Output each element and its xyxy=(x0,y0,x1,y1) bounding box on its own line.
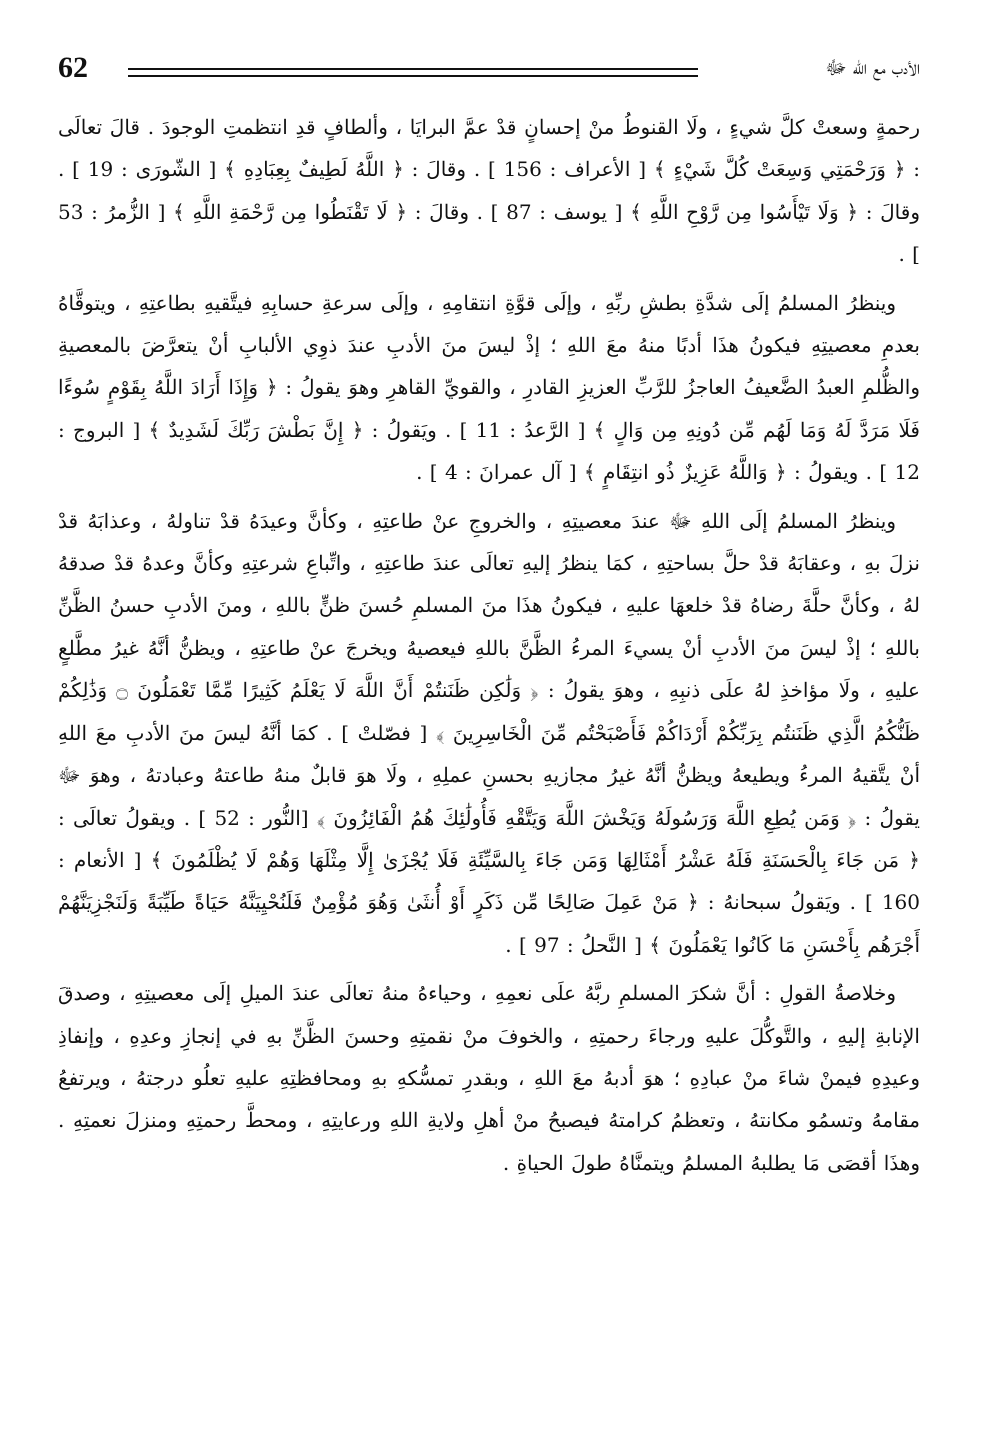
paragraph: وينظرُ المسلمُ إلَى اللهِ ﷻ عندَ معصيتِهِ ، والخروجِ عنْ طاعتِهِ ، وكأنَّ وعيدَهُ قدْ تناولهُ ، وعذابَهُ قدْ نزلَ بهِ ، وعقابَهُ قدْ حلَّ بساحتِهِ ، كمَا ينظرُ إليهِ تعالَى عندَ طاعتِهِ ، واتِّباعِ شرعتِهِ وكأنَّ وعدهُ قدْ صدقهُ لهُ ، وكأنَّ حلَّةَ رضاهُ قدْ خلعهَا عليهِ ، فيكونُ هذَا منَ المسلمِ حُسنَ ظنٍّ باللهِ ، ومنَ الأدبِ حسنُ الظَّنِّ باللهِ ؛ إذْ ليسَ منَ الأدبِ أنْ يسيءَ المرءُ الظَّنَّ باللهِ فيعصيهُ ويخرجَ عنْ طاعتِهِ ، ويظنُّ أنَّهُ غيرُ مطَّلعٍ عليهِ ، ولَا مؤاخذِ لهُ علَى ذنبِهِ ، وهوَ يقولُ : ﴿ وَلَٰكِن ظَنَنتُمْ أَنَّ اللَّهَ لَا يَعْلَمُ كَثِيرًا مِّمَّا تَعْمَلُونَ ۝ وَذَٰلِكُمْ ظَنُّكُمُ الَّذِي ظَنَنتُم بِرَبِّكُمْ أَرْدَاكُمْ فَأَصْبَحْتُم مِّنَ الْخَاسِرِينَ ﴾ [ فصّلتْ ] . كمَا أنَّهُ ليسَ منَ الأدبِ معَ اللهِ أنْ يتَّقيهُ المرءُ ويطيعهُ ويظنُّ أنَّهُ غيرُ مجازيهِ بحسنِ عملِهِ ، ولَا هوَ قابلٌ منهُ طاعتهُ وعبادتهُ ، وهوَ ﷻ يقولُ : ﴿ وَمَن يُطِعِ اللَّهَ وَرَسُولَهُ وَيَخْشَ اللَّهَ وَيَتَّقْهِ فَأُولَٰئِكَ هُمُ الْفَائِزُونَ ﴾ [النُّور : 52 ] . ويقولُ تعالَى : ﴿ مَن جَاءَ بِالْحَسَنَةِ فَلَهُ عَشْرُ أَمْثَالِهَا وَمَن جَاءَ بِالسَّيِّئَةِ فَلَا يُجْزَىٰ إِلَّا مِثْلَهَا وَهُمْ لَا يُظْلَمُونَ ﴾ [ الأنعام : 160 ] . ويَقولُ سبحانهُ : ﴿ مَنْ عَمِلَ صَالِحًا مِّن ذَكَرٍ أَوْ أُنثَىٰ وَهُوَ مُؤْمِنٌ فَلَنُحْيِيَنَّهُ حَيَاةً طَيِّبَةً وَلَنَجْزِيَنَّهُمْ أَجْرَهُم بِأَحْسَنِ مَا كَانُوا يَعْمَلُونَ ﴾ [ النَّحلُ : 97 ] . xyxy=(58,508,920,957)
header-double-rule xyxy=(128,68,698,77)
page-body xyxy=(58,106,920,1184)
paragraph: وخلاصةُ القولِ : أنَّ شكرَ المسلمِ ربَّهُ علَى نعمِهِ ، وحياءهُ منهُ تعالَى عندَ الميلِ إلَى معصيتِهِ ، وصدقَ الإنابةِ إليهِ ، والتَّوكُّلَ عليهِ ورجاءَ رحمتِهِ ، والخوفَ منْ نقمتِهِ وحسنَ الظَّنِّ بهِ في إنجازِ وعدِهِ ، وإنفاذِ وعيدِهِ فيمنْ شاءَ منْ عبادِهِ ؛ هوَ أدبهُ معَ اللهِ ، وبقدرِ تمسُّكهِ بهِ ومحافظتِهِ عليهِ تعلُو درجتهُ ، ويرتفعُ مقامهُ وتسمُو مكانتهُ ، وتعظمُ كرامتهُ فيصبحُ منْ أهلِ ولايةِ اللهِ ورعايتِهِ ، ومحطَّ رحمتِهِ ومنزلَ نعمتِهِ . وهذَا أقصَى مَا يطلبهُ المسلمُ ويتمنَّاهُ طولَ الحياةِ . xyxy=(58,981,920,1175)
book-page xyxy=(58,48,920,1408)
page-header xyxy=(58,48,920,106)
paragraph: رحمةٍ وسعتْ كلَّ شيءٍ ، ولَا القنوطُ منْ إحسانٍ قدْ عمَّ البرايَا ، وألطافٍ قدِ انتظمتِ الوجودَ . قالَ تعالَى : ﴿ وَرَحْمَتِي وَسِعَتْ كُلَّ شَيْءٍ ﴾ [ الأعراف : 156 ] . وقالَ : ﴿ اللَّهُ لَطِيفٌ بِعِبَادِهِ ﴾ [ الشّورَى : 19 ] . وقالَ : ﴿ وَلَا تَيْأَسُوا مِن رَّوْحِ اللَّهِ ﴾ [ يوسف : 87 ] . وقالَ : ﴿ لَا تَقْنَطُوا مِن رَّحْمَةِ اللَّهِ ﴾ [ الزُّمرُ : 53 ] . xyxy=(58,115,920,267)
running-title: الأدب مع الله ﷻ xyxy=(825,57,920,79)
page-number: 62 xyxy=(58,51,88,84)
paragraph: وينظرُ المسلمُ إلَى شدَّةِ بطشِ ربِّهِ ، وإلَى قوَّةِ انتقامِهِ ، وإلَى سرعةِ حسابِهِ فيتَّقيهِ بطاعتِهِ ، ويتوقَّاهُ بعدمِ معصيتِهِ فيكونُ هذَا أدبًا منهُ معَ اللهِ ؛ إذْ ليسَ منَ الأدبِ عندَ ذوِي الألبابِ أنْ يتعرَّضَ بالمعصيةِ والظُّلمِ العبدُ الضَّعيفُ العاجزُ للرَّبِّ العزيزِ القادرِ ، والقويِّ القاهرِ وهوَ يقولُ : ﴿ وَإِذَا أَرَادَ اللَّهُ بِقَوْمٍ سُوءًا فَلَا مَرَدَّ لَهُ وَمَا لَهُم مِّن دُونِهِ مِن وَالٍ ﴾ [ الرَّعدُ : 11 ] . ويَقولُ : ﴿ إِنَّ بَطْشَ رَبِّكَ لَشَدِيدٌ ﴾ [ البروج : 12 ] . ويقولُ : ﴿ وَاللَّهُ عَزِيزٌ ذُو انتِقَامٍ ﴾ [ آل عمرانَ : 4 ] . xyxy=(58,290,920,485)
